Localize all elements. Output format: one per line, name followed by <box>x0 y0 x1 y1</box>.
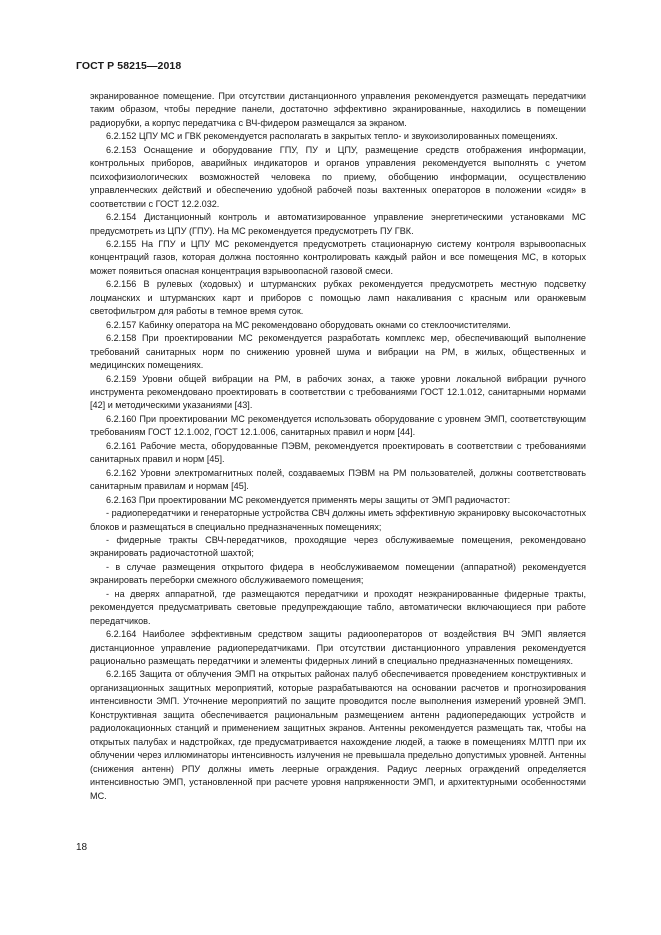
paragraph: - в случае размещения открытого фидера в необслуживаемом помещении (аппаратной) рекомендуется экранировать переборки смежного обслуживаемого помещения; <box>90 561 586 586</box>
paragraph: 6.2.163 При проектировании МС рекомендуется применять меры защиты от ЭМП радиочастот: <box>106 494 511 505</box>
page-number: 18 <box>76 842 88 853</box>
paragraph: 6.2.157 Кабинку оператора на МС рекомендовано оборудовать окнами со стеклоочистителями. <box>106 319 511 330</box>
paragraph: 6.2.156 В рулевых (ходовых) и штурманских рубках рекомендуется предусмотреть местную подсветку лоцманских и штурманских карт и приборов с помощью ламп накаливания с красным или оранжевым светофильтром для работы в темное время суток. <box>90 279 586 317</box>
paragraph: 6.2.158 При проектировании МС рекомендуется разработать комплекс мер, обеспечивающий выполнение требований санитарных норм по снижению уровней шума и вибрации на РМ, в жилых, общественных и медицинских помещениях. <box>90 333 586 371</box>
paragraph: 6.2.152 ЦПУ МС и ГВК рекомендуется располагать в закрытых тепло- и звукоизолированных помещениях. <box>106 131 558 142</box>
paragraph: 6.2.155 На ГПУ и ЦПУ МС рекомендуется предусмотреть стационарную систему контроля взрывоопасных концентраций газов, которая должна постоянно контролировать каждый район и все помещения МС, в которых может появиться опасная концентрация взрывоопасной газовой смеси. <box>90 238 586 276</box>
paragraph: - фидерные тракты СВЧ-передатчиков, проходящие через обслуживаемые помещения, рекомендовано экранировать радиочастотной шахтой; <box>90 534 586 559</box>
page-body-text <box>90 90 586 803</box>
paragraph: 6.2.162 Уровни электромагнитных полей, создаваемых ПЭВМ на РМ пользователей, должны соответствовать санитарным правилам и нормам [45]. <box>90 467 586 492</box>
paragraph: 6.2.159 Уровни общей вибрации на РМ, в рабочих зонах, а также уровни локальной вибрации ручного инструмента рекомендовано проектировать в соответствии с требованиями ГОСТ 12.1.012, санитарными нормами [42] и методическими указаниями [43]. <box>90 373 586 411</box>
paragraph: - на дверях аппаратной, где размещаются передатчики и проходят неэкранированные фидерные тракты, рекомендуется предусматривать световые предупреждающие табло, автоматически включающиеся при работе передатчиков. <box>90 588 586 626</box>
paragraph: 6.2.165 Защита от облучения ЭМП на открытых районах палуб обеспечивается проведением конструктивных и организационных защитных мероприятий, которые разрабатываются на основании расчетов и прогнозирования интенсивности ЭМП. Уточнение мероприятий по защите проводится после выполнения измерений уровней ЭМП. Конструктивная защита обеспечивается рациональным размещением антенн радиопередающих устройств и радиолокационных станций и применением защитных экранов. Антенны рекомендуется размещать так, чтобы на открытых палубах и надстройках, где предусматривается нахождение людей, а также в помещениях МЛТП при их облучении через иллюминаторы интенсивность излучения не превышала предельно допустимых уровней. Антенны (снижения антенн) РПУ должны иметь леерные ограждения. Радиус леерных ограждений определяется интенсивностью ЭМП, установленной при расчете уровня напряженности ЭМП, и архитектурными особенностями МС. <box>90 669 586 801</box>
paragraph: 6.2.164 Наиболее эффективным средством защиты радиооператоров от воздействия ВЧ ЭМП является дистанционное управление радиопередатчиками. При отсутствии дистанционного управления рекомендуется рационально размещать передатчики и элементы фидерных линий в специально предназначенных помещениях. <box>90 629 586 667</box>
paragraph: 6.2.153 Оснащение и оборудование ГПУ, ПУ и ЦПУ, размещение средств отображения информации, контрольных приборов, аварийных индикаторов и органов управления рекомендуется выполнять с учетом психофизиологических возможностей человека по приему, обобщению информации, осуществлению управленческих действий и обеспечению удобной рабочей позы вахтенных операторов в положении «сидя» в соответствии с ГОСТ 12.2.032. <box>90 144 586 209</box>
paragraph: 6.2.154 Дистанционный контроль и автоматизированное управление энергетическими установками МС предусмотреть из ЦПУ (ГПУ). На МС рекомендуется предусмотреть ПУ ГВК. <box>90 212 586 236</box>
paragraph: - радиопередатчики и генераторные устройства СВЧ должны иметь эффективную экранировку высокочастотных блоков и размещаться в специально предназначенных помещениях; <box>90 508 586 532</box>
document-code-header: ГОСТ Р 58215—2018 <box>76 60 182 72</box>
paragraph: 6.2.161 Рабочие места, оборудованные ПЭВМ, рекомендуется проектировать в соответствии с требованиями санитарных правил и норм [45]. <box>90 440 586 465</box>
paragraph: 6.2.160 При проектировании МС рекомендуется использовать оборудование с уровнем ЭМП, соответствующим требованиям ГОСТ 12.1.002, ГОСТ 12.1.006, санитарных правил и норм [44]. <box>90 413 586 438</box>
paragraph: экранированное помещение. При отсутствии дистанционного управления рекомендуется размещать передатчики таким образом, чтобы передние панели, достаточно эффективно экранированные, находились в помещении радиорубки, а корпус передатчика с ВЧ-фидером размещался за экраном. <box>90 91 586 128</box>
